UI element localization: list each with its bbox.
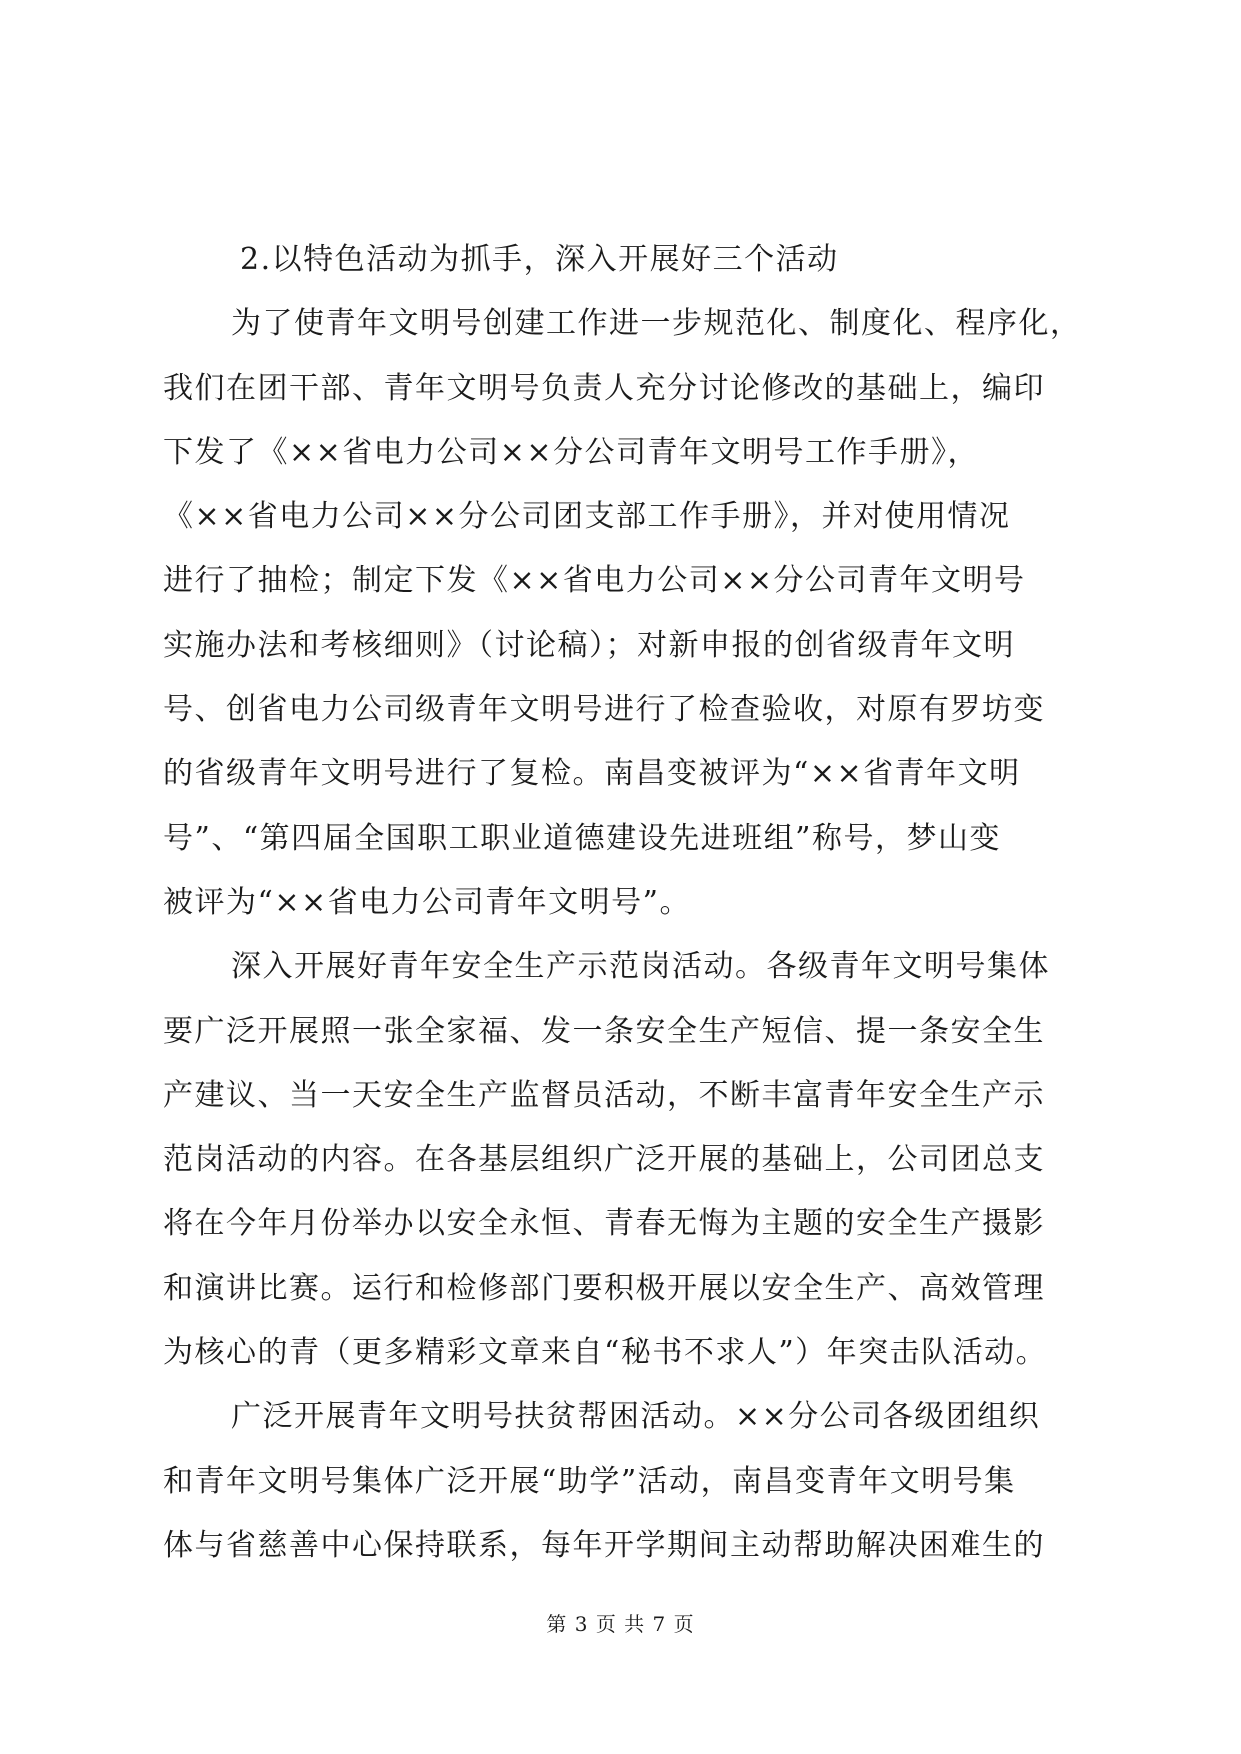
paragraph-1-line-9: 号”、“第四届全国职工职业道德建设先进班组”称号，梦山变 <box>163 820 1002 856</box>
paragraph-2-line-3: 产建议、当一天安全生产监督员活动，不断丰富青年安全生产示 <box>163 1077 1045 1113</box>
paragraph-1-line-4: 《××省电力公司××分公司团支部工作手册》，并对使用情况 <box>163 499 1011 535</box>
document-body <box>163 228 1083 1578</box>
paragraph-2-line-2: 要广泛开展照一张全家福、发一条安全生产短信、提一条安全生 <box>163 1013 1045 1049</box>
page-number-footer: 第 3 页 共 7 页 <box>546 1612 695 1636</box>
paragraph-1-line-5: 进行了抽检；制定下发《××省电力公司××分公司青年文明号 <box>163 563 1026 599</box>
paragraph-1-line-7: 号、创省电力公司级青年文明号进行了检查验收，对原有罗坊变 <box>163 692 1045 728</box>
paragraph-3-line-3: 体与省慈善中心保持联系，每年开学期间主动帮助解决困难生的 <box>163 1527 1045 1563</box>
paragraph-1-line-8: 的省级青年文明号进行了复检。南昌变被评为“××省青年文明 <box>163 756 1021 792</box>
paragraph-2-line-5: 将在今年月份举办以安全永恒、青春无悔为主题的安全生产摄影 <box>163 1206 1045 1242</box>
paragraph-1-line-3: 下发了《××省电力公司××分公司青年文明号工作手册》， <box>163 434 980 470</box>
section-heading: 2.以特色活动为抓手，深入开展好三个活动 <box>240 242 839 277</box>
paragraph-1-line-10: 被评为“××省电力公司青年文明号”。 <box>163 884 691 920</box>
paragraph-3-line-1: 广泛开展青年文明号扶贫帮困活动。××分公司各级团组织 <box>231 1399 1041 1435</box>
paragraph-2-line-7: 为核心的青（更多精彩文章来自“秘书不求人”）年突击队活动。 <box>163 1335 1048 1371</box>
paragraph-2-line-1: 深入开展好青年安全生产示范岗活动。各级青年文明号集体 <box>231 949 1050 985</box>
paragraph-2-line-4: 范岗活动的内容。在各基层组织广泛开展的基础上，公司团总支 <box>163 1142 1045 1178</box>
paragraph-1-line-6: 实施办法和考核细则》（讨论稿）；对新申报的创省级青年文明 <box>163 627 1015 663</box>
paragraph-3-line-2: 和青年文明号集体广泛开展“助学”活动，南昌变青年文明号集 <box>163 1463 1016 1499</box>
paragraph-1-line-1: 为了使青年文明号创建工作进一步规范化、制度化、程序化， <box>231 306 1082 342</box>
paragraph-1-line-2: 我们在团干部、青年文明号负责人充分讨论修改的基础上，编印 <box>163 370 1045 406</box>
paragraph-2-line-6: 和演讲比赛。运行和检修部门要积极开展以安全生产、高效管理 <box>163 1270 1045 1306</box>
